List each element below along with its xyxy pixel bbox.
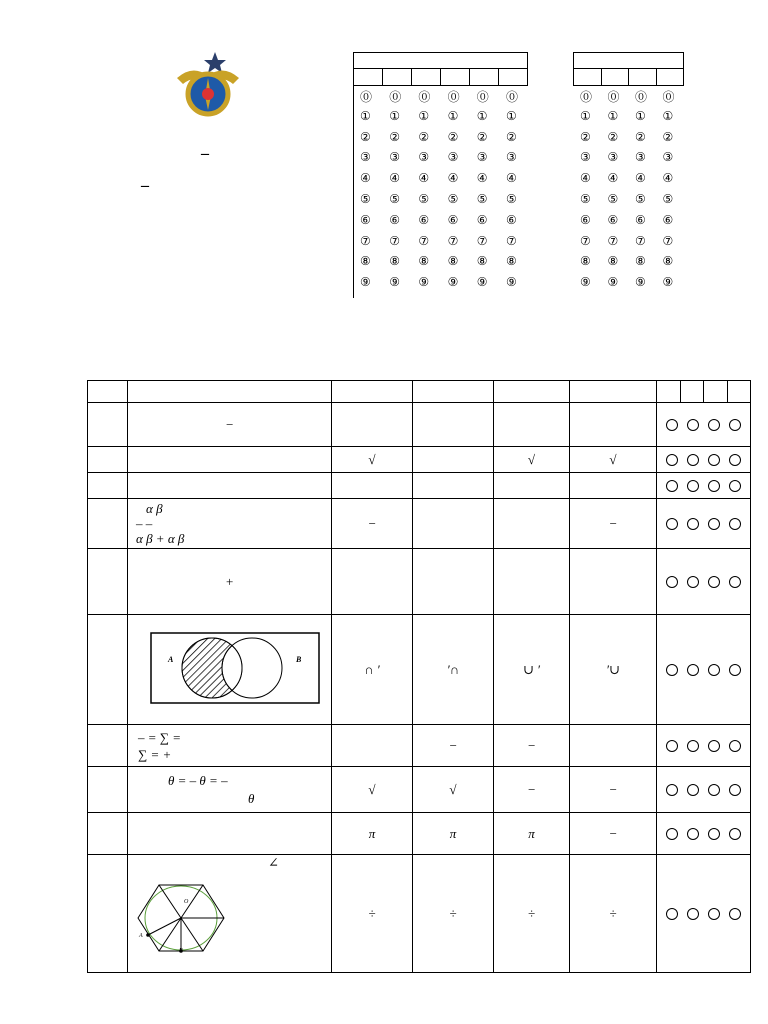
mcq-math-fragment: ÷ [449,905,457,921]
mcq-math-fragment: − [608,515,618,531]
mcq-option-a-cell [332,725,413,767]
code-bubble-2-7[interactable]: ⑦ [635,233,646,248]
roll-bubble-2-0[interactable]: ⓪ [418,90,431,104]
roll-bubble-0-2[interactable]: ② [360,129,371,144]
code-bubble-2-1[interactable]: ① [635,108,646,123]
mcq-row [88,725,751,767]
mcq-question-cell [128,403,332,447]
mcq-row [88,473,751,499]
roll-bubble-3-0[interactable]: ⓪ [447,90,460,104]
roll-bubble-4-2[interactable]: ② [476,129,488,144]
code-bubble-2-5[interactable]: ⑤ [635,192,646,206]
roll-bubble-3-5[interactable]: ⑤ [447,192,459,206]
mcq-row [88,549,751,615]
code-bubble-1-7[interactable]: ⑦ [607,233,619,248]
code-bubble-3-2[interactable]: ② [662,129,674,144]
mcq-math-fragment: − [367,515,377,531]
mcq-option-c-cell [494,725,570,767]
mcq-option-c-cell [494,403,570,447]
mcq-option-b-cell [413,403,494,447]
answer-bubble-d[interactable] [729,576,741,588]
roll-bubble-4-3[interactable]: ③ [476,150,488,165]
mcq-math-fragment: − [448,737,458,753]
code-bubble-0-2[interactable]: ② [580,129,591,144]
school-crest-logo [173,50,243,120]
mcq-number-cell [88,403,128,447]
mcq-math-fragment: √ [609,451,617,467]
answer-bubble-a[interactable] [666,828,678,840]
hexagon-diagram [136,883,226,953]
mcq-answer-bubbles [657,615,751,725]
roll-bubble-1-0[interactable]: ⓪ [389,90,402,104]
answer-bubble-b[interactable] [687,419,699,431]
answer-bubble-a[interactable] [666,664,678,676]
mcq-math-fragment: + [225,573,234,589]
answer-bubble-b[interactable] [687,784,699,796]
mcq-header-cell [704,381,728,403]
code-bubble-1-5[interactable]: ⑤ [607,192,619,206]
mcq-number-cell [88,499,128,549]
mcq-row [88,767,751,813]
q8-line1: θ = – θ = – [168,772,228,788]
mcq-option-a-cell [332,813,413,855]
mcq-answer-bubbles [657,499,751,549]
mcq-option-d-cell [570,725,657,767]
code-bubble-0-7[interactable]: ⑦ [580,233,591,248]
mcq-math-fragment: ÷ [368,905,376,921]
mcq-answer-bubbles [657,549,751,615]
code-bubble-3-8[interactable]: ⑧ [662,254,674,269]
mcq-option-a-cell [332,855,413,973]
mcq-number-cell [88,725,128,767]
roll-bubble-5-3[interactable]: ③ [506,150,517,165]
mcq-option-a-cell [332,615,413,725]
answer-bubble-d[interactable] [729,518,741,530]
code-bubble-2-3[interactable]: ③ [635,150,646,165]
mcq-question-cell [128,725,332,767]
answer-bubble-a[interactable] [666,740,678,752]
mcq-option-d-cell [570,403,657,447]
code-bubble-0-5[interactable]: ⑤ [580,192,591,206]
answer-bubble-a[interactable] [666,480,678,492]
roll-bubble-0-4[interactable]: ④ [360,171,371,186]
code-bubble-1-3[interactable]: ③ [607,150,619,165]
mcq-answer-bubbles [657,855,751,973]
mcq-math-fragment: ÷ [527,905,536,921]
mcq-option-b-cell [413,813,494,855]
roll-bubble-3-3[interactable]: ③ [447,150,459,165]
q4-dashes: – – [136,516,153,531]
roll-bubble-0-5[interactable]: ⑤ [360,192,371,206]
mcq-answer-bubbles [657,725,751,767]
answer-bubble-d[interactable] [729,480,741,492]
answer-bubble-c[interactable] [708,454,720,466]
mcq-question-cell [128,813,332,855]
roll-bubble-5-7[interactable]: ⑦ [506,233,517,248]
roll-bubble-1-4[interactable]: ④ [389,171,400,186]
answer-bubble-a[interactable] [666,784,678,796]
mcq-option-a-cell [332,767,413,813]
mcq-question-cell [128,447,332,473]
mcq-option-b-cell [413,855,494,973]
mcq-number-cell [88,767,128,813]
mcq-math-fragment: √ [368,781,376,797]
venn-diagram [150,632,320,704]
mcq-option-c-cell [494,447,570,473]
roll-bubble-5-0[interactable]: ⓪ [506,90,519,104]
roll-bubble-2-2[interactable]: ② [418,129,430,144]
roll-bubble-1-8[interactable]: ⑧ [389,254,400,269]
code-bubble-2-6[interactable]: ⑥ [635,212,646,227]
mcq-number-cell [88,473,128,499]
answer-bubble-b[interactable] [687,908,699,920]
mcq-option-a-cell [332,549,413,615]
hexagon-label-b: B [179,948,183,953]
mcq-answer-bubbles [657,767,751,813]
mcq-option-d-cell [570,447,657,473]
q4-alpha: α β [146,501,163,516]
mcq-question-cell [128,473,332,499]
roll-bubble-5-9[interactable]: ⑨ [506,275,517,290]
answer-bubble-b[interactable] [687,740,699,752]
answer-bubble-a[interactable] [666,518,678,530]
q7-line2: ∑ = + [138,746,172,762]
code-bubble-0-4[interactable]: ④ [580,171,591,186]
answer-bubble-d[interactable] [729,908,741,920]
mcq-header-cell [128,381,332,403]
code-bubble-0-3[interactable]: ③ [580,150,591,165]
mcq-option-c-cell [494,855,570,973]
answer-bubble-b[interactable] [687,664,699,676]
mcq-answer-bubbles [657,447,751,473]
roll-bubble-1-1[interactable]: ① [389,108,400,123]
roll-bubble-0-8[interactable]: ⑧ [360,254,371,269]
mcq-answer-bubbles [657,473,751,499]
mcq-header-cell [657,381,681,403]
roll-number-grid-header [353,52,528,86]
answer-bubble-b[interactable] [687,828,699,840]
mcq-header-cell [494,381,570,403]
mcq-option-b-cell [413,473,494,499]
roll-bubble-5-5[interactable]: ⑤ [506,192,517,206]
code-bubble-0-9[interactable]: ⑨ [580,275,591,290]
answer-bubble-c[interactable] [708,784,720,796]
answer-bubble-a[interactable] [666,908,678,920]
mcq-option-d-cell [570,499,657,549]
mcq-option-b-cell [413,725,494,767]
mcq-question-cell [128,615,332,725]
mcq-number-cell [88,549,128,615]
mcq-option-b-cell [413,447,494,473]
roll-bubble-2-4[interactable]: ④ [418,171,430,186]
roll-bubble-3-1[interactable]: ① [447,108,459,123]
mcq-option-a-cell [332,403,413,447]
mcq-row [88,813,751,855]
mcq-header-cell [681,381,704,403]
roll-bubble-2-9[interactable]: ⑨ [418,275,430,290]
code-bubble-3-5[interactable]: ⑤ [662,192,674,206]
answer-bubble-c[interactable] [708,480,720,492]
mcq-question-cell [128,855,332,973]
mcq-table [87,380,751,973]
roll-bubble-3-9[interactable]: ⑨ [447,275,459,290]
mcq-option-c-cell [494,499,570,549]
roll-bubble-3-8[interactable]: ⑧ [447,254,459,269]
mcq-option-c-cell [494,813,570,855]
code-bubble-0-0[interactable]: ⓪ [580,90,593,104]
roll-bubble-0-1[interactable]: ① [360,108,371,123]
mcq-option-b-cell [413,549,494,615]
roll-bubble-5-6[interactable]: ⑥ [506,212,517,227]
answer-bubble-d[interactable] [729,454,741,466]
roll-bubble-1-3[interactable]: ③ [389,150,400,165]
header-dash-1: – [201,145,209,162]
mcq-option-d-cell [570,855,657,973]
roll-bubble-4-8[interactable]: ⑧ [476,254,488,269]
mcq-math-fragment: √ [368,451,376,467]
mcq-math-fragment: − [608,825,618,841]
mcq-math-fragment: π [449,825,457,841]
answer-bubble-c[interactable] [708,908,720,920]
code-bubble-3-1[interactable]: ① [662,108,674,123]
mcq-option-a-cell [332,473,413,499]
roll-bubble-2-7[interactable]: ⑦ [418,233,430,248]
mcq-option-d-cell [570,615,657,725]
mcq-question-cell [128,767,332,813]
roll-bubble-3-4[interactable]: ④ [447,171,459,186]
answer-bubble-d[interactable] [729,784,741,796]
code-bubble-3-7[interactable]: ⑦ [662,233,674,248]
mcq-number-cell [88,447,128,473]
code-bubble-1-6[interactable]: ⑥ [607,212,619,227]
mcq-option-b-cell [413,767,494,813]
answer-bubble-b[interactable] [687,454,699,466]
roll-bubble-3-6[interactable]: ⑥ [447,212,459,227]
q7-line1: – = ∑ = [138,729,182,745]
roll-bubble-4-6[interactable]: ⑥ [476,212,488,227]
code-bubble-2-8[interactable]: ⑧ [635,254,646,269]
mcq-number-cell [88,855,128,973]
header-dash-2: – [141,177,149,194]
mcq-header-cell [88,381,128,403]
roll-bubble-4-1[interactable]: ① [476,108,488,123]
roll-bubble-5-8[interactable]: ⑧ [506,254,517,269]
answer-bubble-c[interactable] [708,518,720,530]
roll-bubble-1-6[interactable]: ⑥ [389,212,400,227]
crest-icon [173,50,243,120]
mcq-option-b-cell [413,615,494,725]
roll-bubble-2-1[interactable]: ① [418,108,430,123]
roll-bubble-0-7[interactable]: ⑦ [360,233,371,248]
mcq-math-fragment: π [528,825,535,841]
roll-bubble-5-2[interactable]: ② [506,129,517,144]
answer-bubble-d[interactable] [729,419,741,431]
mcq-option-c-cell [494,473,570,499]
mcq-option-d-cell [570,473,657,499]
mcq-answer-bubbles [657,813,751,855]
venn-label-b: B [295,654,301,664]
paper-code-grid-header [573,52,684,86]
mcq-option-d-cell [570,767,657,813]
mcq-math-fragment: − [225,416,234,432]
answer-bubble-c[interactable] [708,664,720,676]
mcq-math-fragment: √ [449,781,457,797]
code-bubble-1-9[interactable]: ⑨ [607,275,619,290]
roll-bubble-5-4[interactable]: ④ [506,171,517,186]
code-bubble-3-3[interactable]: ③ [662,150,674,165]
mcq-math-fragment: ′∩ [446,661,460,677]
mcq-row [88,403,751,447]
mcq-row [88,447,751,473]
mcq-math-fragment: − [608,781,618,797]
mcq-number-cell [88,615,128,725]
mcq-number-cell [88,813,128,855]
roll-grid-left-border [353,86,354,298]
q8-line2: θ [248,790,255,806]
mcq-math-fragment: ∩ ′ [364,661,380,677]
code-bubble-3-6[interactable]: ⑥ [662,212,674,227]
mcq-row [88,499,751,549]
roll-bubble-1-7[interactable]: ⑦ [389,233,400,248]
code-bubble-1-2[interactable]: ② [607,129,619,144]
code-bubble-2-0[interactable]: ⓪ [635,90,648,104]
answer-bubble-c[interactable] [708,828,720,840]
roll-bubble-4-4[interactable]: ④ [476,171,488,186]
mcq-math-fragment: √ [527,451,536,467]
roll-bubble-1-9[interactable]: ⑨ [389,275,400,290]
mcq-row [88,855,751,973]
roll-bubble-4-5[interactable]: ⑤ [476,192,488,206]
mcq-header-cell [332,381,413,403]
roll-bubble-2-5[interactable]: ⑤ [418,192,430,206]
answer-bubble-b[interactable] [687,576,699,588]
code-bubble-0-1[interactable]: ① [580,108,591,123]
answer-bubble-c[interactable] [708,576,720,588]
mcq-option-a-cell [332,447,413,473]
hexagon-label-a: A [139,933,143,939]
mcq-math-fragment: − [527,781,536,797]
answer-bubble-d[interactable] [729,664,741,676]
hexagon-label-o: O [184,899,189,905]
mcq-option-a-cell [332,499,413,549]
answer-bubble-a[interactable] [666,454,678,466]
answer-bubble-a[interactable] [666,419,678,431]
code-bubble-0-6[interactable]: ⑥ [580,212,591,227]
venn-label-a: A [167,654,173,664]
roll-bubble-4-9[interactable]: ⑨ [476,275,488,290]
code-bubble-2-2[interactable]: ② [635,129,646,144]
answer-bubble-a[interactable] [666,576,678,588]
mcq-option-c-cell [494,767,570,813]
answer-bubble-b[interactable] [687,518,699,530]
code-bubble-1-8[interactable]: ⑧ [607,254,619,269]
answer-bubble-c[interactable] [708,740,720,752]
roll-bubble-1-5[interactable]: ⑤ [389,192,400,206]
code-bubble-1-1[interactable]: ① [607,108,619,123]
mcq-math-fragment: ′∪ [606,661,620,677]
mcq-header-cell [570,381,657,403]
roll-bubble-3-2[interactable]: ② [447,129,459,144]
roll-bubble-2-8[interactable]: ⑧ [418,254,430,269]
mcq-header-cell [413,381,494,403]
roll-bubble-0-3[interactable]: ③ [360,150,371,165]
mcq-option-b-cell [413,499,494,549]
code-bubble-1-4[interactable]: ④ [607,171,619,186]
mcq-question-cell [128,549,332,615]
mcq-option-c-cell [494,549,570,615]
mcq-option-d-cell [570,549,657,615]
q4-expression: α β + α β [136,531,185,546]
roll-bubble-4-0[interactable]: ⓪ [476,90,489,104]
mcq-question-cell [128,499,332,549]
mcq-option-c-cell [494,615,570,725]
mcq-answer-bubbles [657,403,751,447]
code-bubble-3-9[interactable]: ⑨ [662,275,674,290]
mcq-math-fragment: π [368,825,376,841]
roll-bubble-2-6[interactable]: ⑥ [418,212,430,227]
code-bubble-0-8[interactable]: ⑧ [580,254,591,269]
answer-bubble-d[interactable] [729,740,741,752]
code-bubble-2-4[interactable]: ④ [635,171,646,186]
mcq-row [88,615,751,725]
mcq-math-fragment: ∪ ′ [523,661,540,677]
code-bubble-2-9[interactable]: ⑨ [635,275,646,290]
roll-bubble-2-3[interactable]: ③ [418,150,430,165]
roll-bubble-4-7[interactable]: ⑦ [476,233,488,248]
roll-bubble-0-6[interactable]: ⑥ [360,212,371,227]
answer-bubble-c[interactable] [708,419,720,431]
roll-bubble-1-2[interactable]: ② [389,129,400,144]
roll-bubble-0-9[interactable]: ⑨ [360,275,371,290]
mcq-header-row [88,381,751,403]
mcq-option-d-cell [570,813,657,855]
code-bubble-3-4[interactable]: ④ [662,171,674,186]
roll-bubble-5-1[interactable]: ① [506,108,517,123]
code-bubble-3-0[interactable]: ⓪ [662,90,675,104]
roll-bubble-0-0[interactable]: ⓪ [360,90,373,104]
roll-bubble-3-7[interactable]: ⑦ [447,233,459,248]
answer-bubble-d[interactable] [729,828,741,840]
answer-bubble-b[interactable] [687,480,699,492]
code-bubble-1-0[interactable]: ⓪ [607,90,620,104]
mcq-math-fragment: ÷ [609,905,617,921]
mcq-header-cell [728,381,751,403]
angle-symbol: ∠ [268,855,279,870]
mcq-math-fragment: − [527,737,536,753]
